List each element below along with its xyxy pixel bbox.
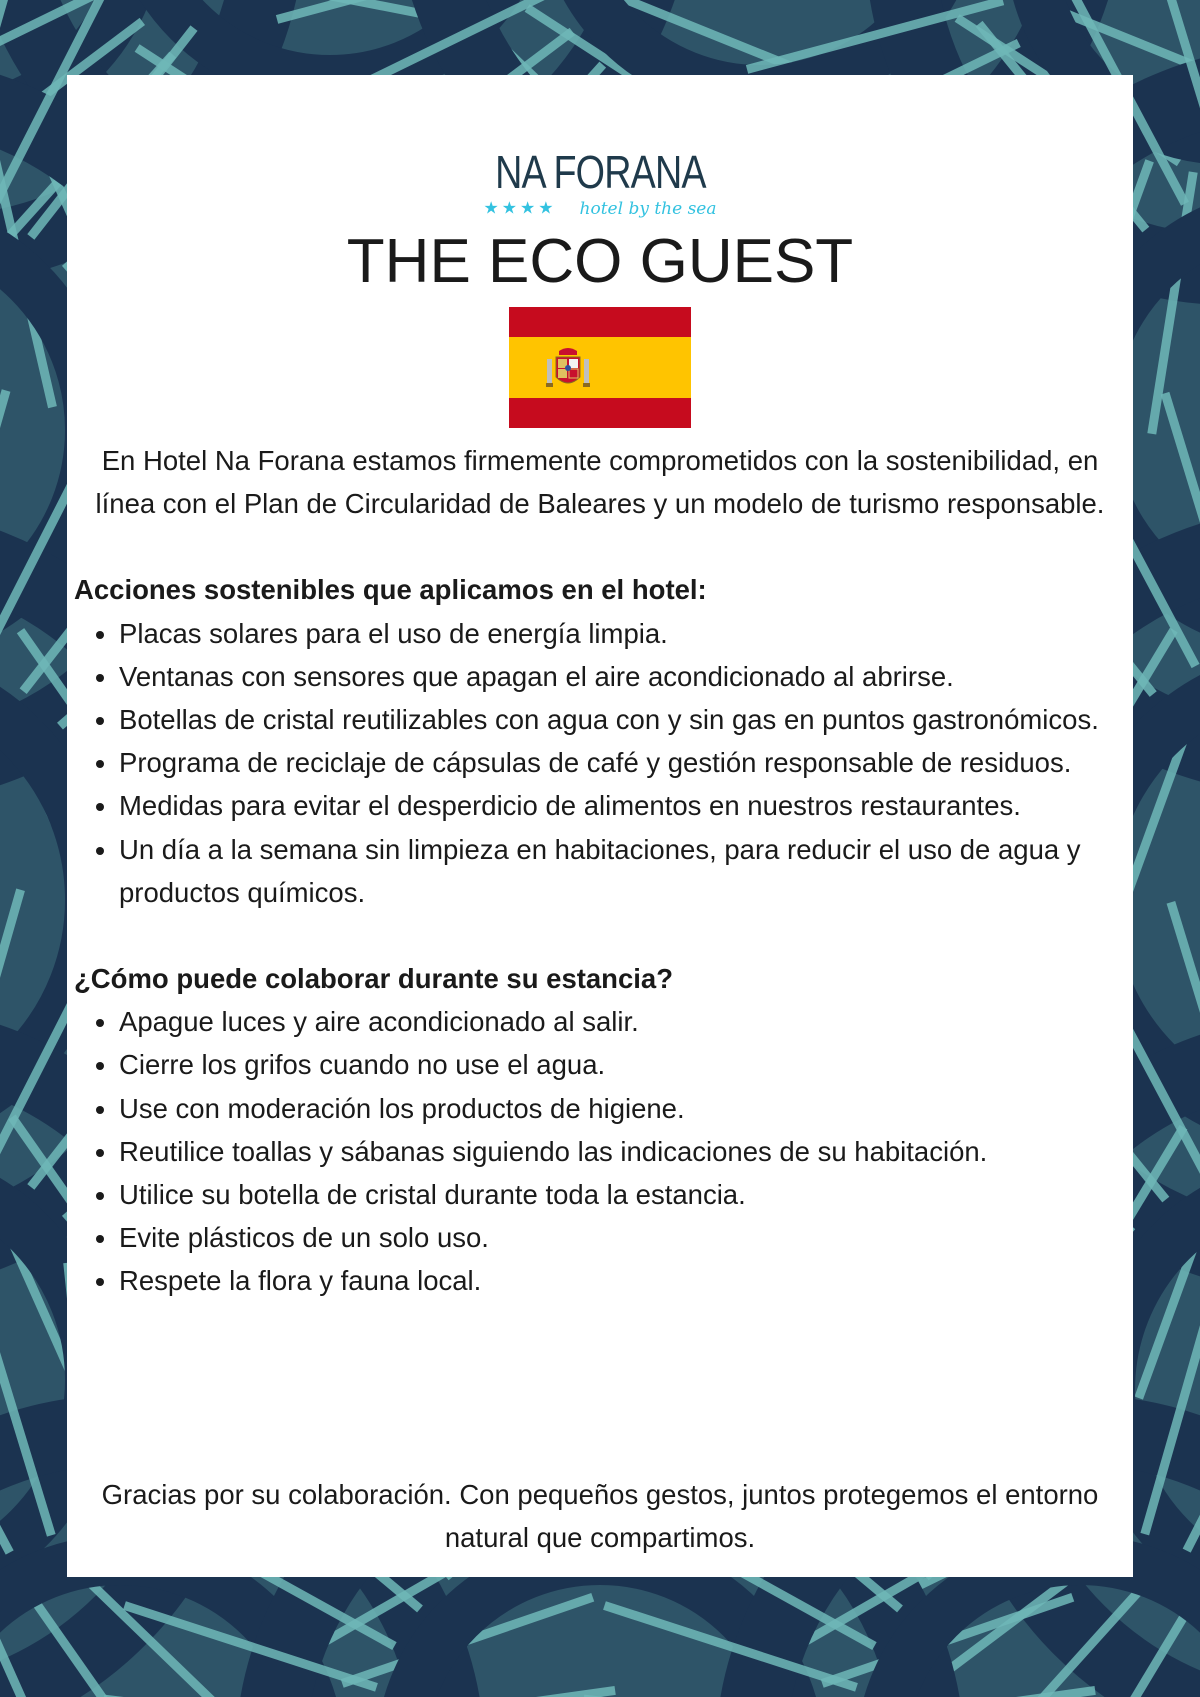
list-item: • Un día a la semana sin limpieza en habitaciones, para reducir el uso de agua y productos químicos. (119, 828, 1126, 914)
content-body (74, 439, 1126, 1303)
list-item: • Medidas para evitar el desperdicio de alimentos en nuestros restaurantes. (119, 784, 1126, 827)
list-item: • Programa de reciclaje de cápsulas de café y gestión responsable de residuos. (119, 741, 1126, 784)
coat-of-arms-icon (545, 345, 591, 393)
logo-name: NA FORANA (494, 146, 706, 198)
actions-list (74, 612, 1126, 914)
list-item: • Botellas de cristal reutilizables con agua con y sin gas en puntos gastronómicos. (119, 698, 1126, 741)
eco-guest-card (67, 75, 1133, 1577)
page-title: THE ECO GUEST (346, 227, 854, 296)
list-item: • Apague luces y aire acondicionado al salir. (119, 1000, 1126, 1043)
list-item: • Respete la flora y fauna local. (119, 1259, 1126, 1302)
logo-tagline: hotel by the sea (579, 198, 717, 219)
collaborate-list (74, 1000, 1126, 1302)
list-item: • Evite plásticos de un solo uso. (119, 1216, 1126, 1259)
spain-flag-icon (509, 307, 691, 428)
intro-paragraph: En Hotel Na Forana estamos firmemente comprometidos con la sostenibilidad, en línea con el Plan de Circularidad de Baleares y un modelo de turismo responsable. (95, 445, 1105, 520)
list-item: • Reutilice toallas y sábanas siguiendo las indicaciones de su habitación. (119, 1130, 1126, 1173)
hotel-logo (67, 147, 1133, 222)
list-item: • Use con moderación los productos de higiene. (119, 1087, 1126, 1130)
closing-paragraph: Gracias por su colaboración. Con pequeños gestos, juntos protegemos el entorno natural que compartimos. (101, 1479, 1099, 1554)
list-item: • Cierre los grifos cuando no use el agua. (119, 1043, 1126, 1086)
list-item: • Utilice su botella de cristal durante toda la estancia. (119, 1173, 1126, 1216)
actions-heading: Acciones sostenibles que aplicamos en el hotel: (74, 574, 707, 606)
collaborate-heading: ¿Cómo puede colaborar durante su estancia? (74, 963, 674, 995)
logo-stars: ★★★★ (483, 198, 557, 219)
list-item: • Ventanas con sensores que apagan el aire acondicionado al abrirse. (119, 655, 1126, 698)
list-item: • Placas solares para el uso de energía limpia. (119, 612, 1126, 655)
